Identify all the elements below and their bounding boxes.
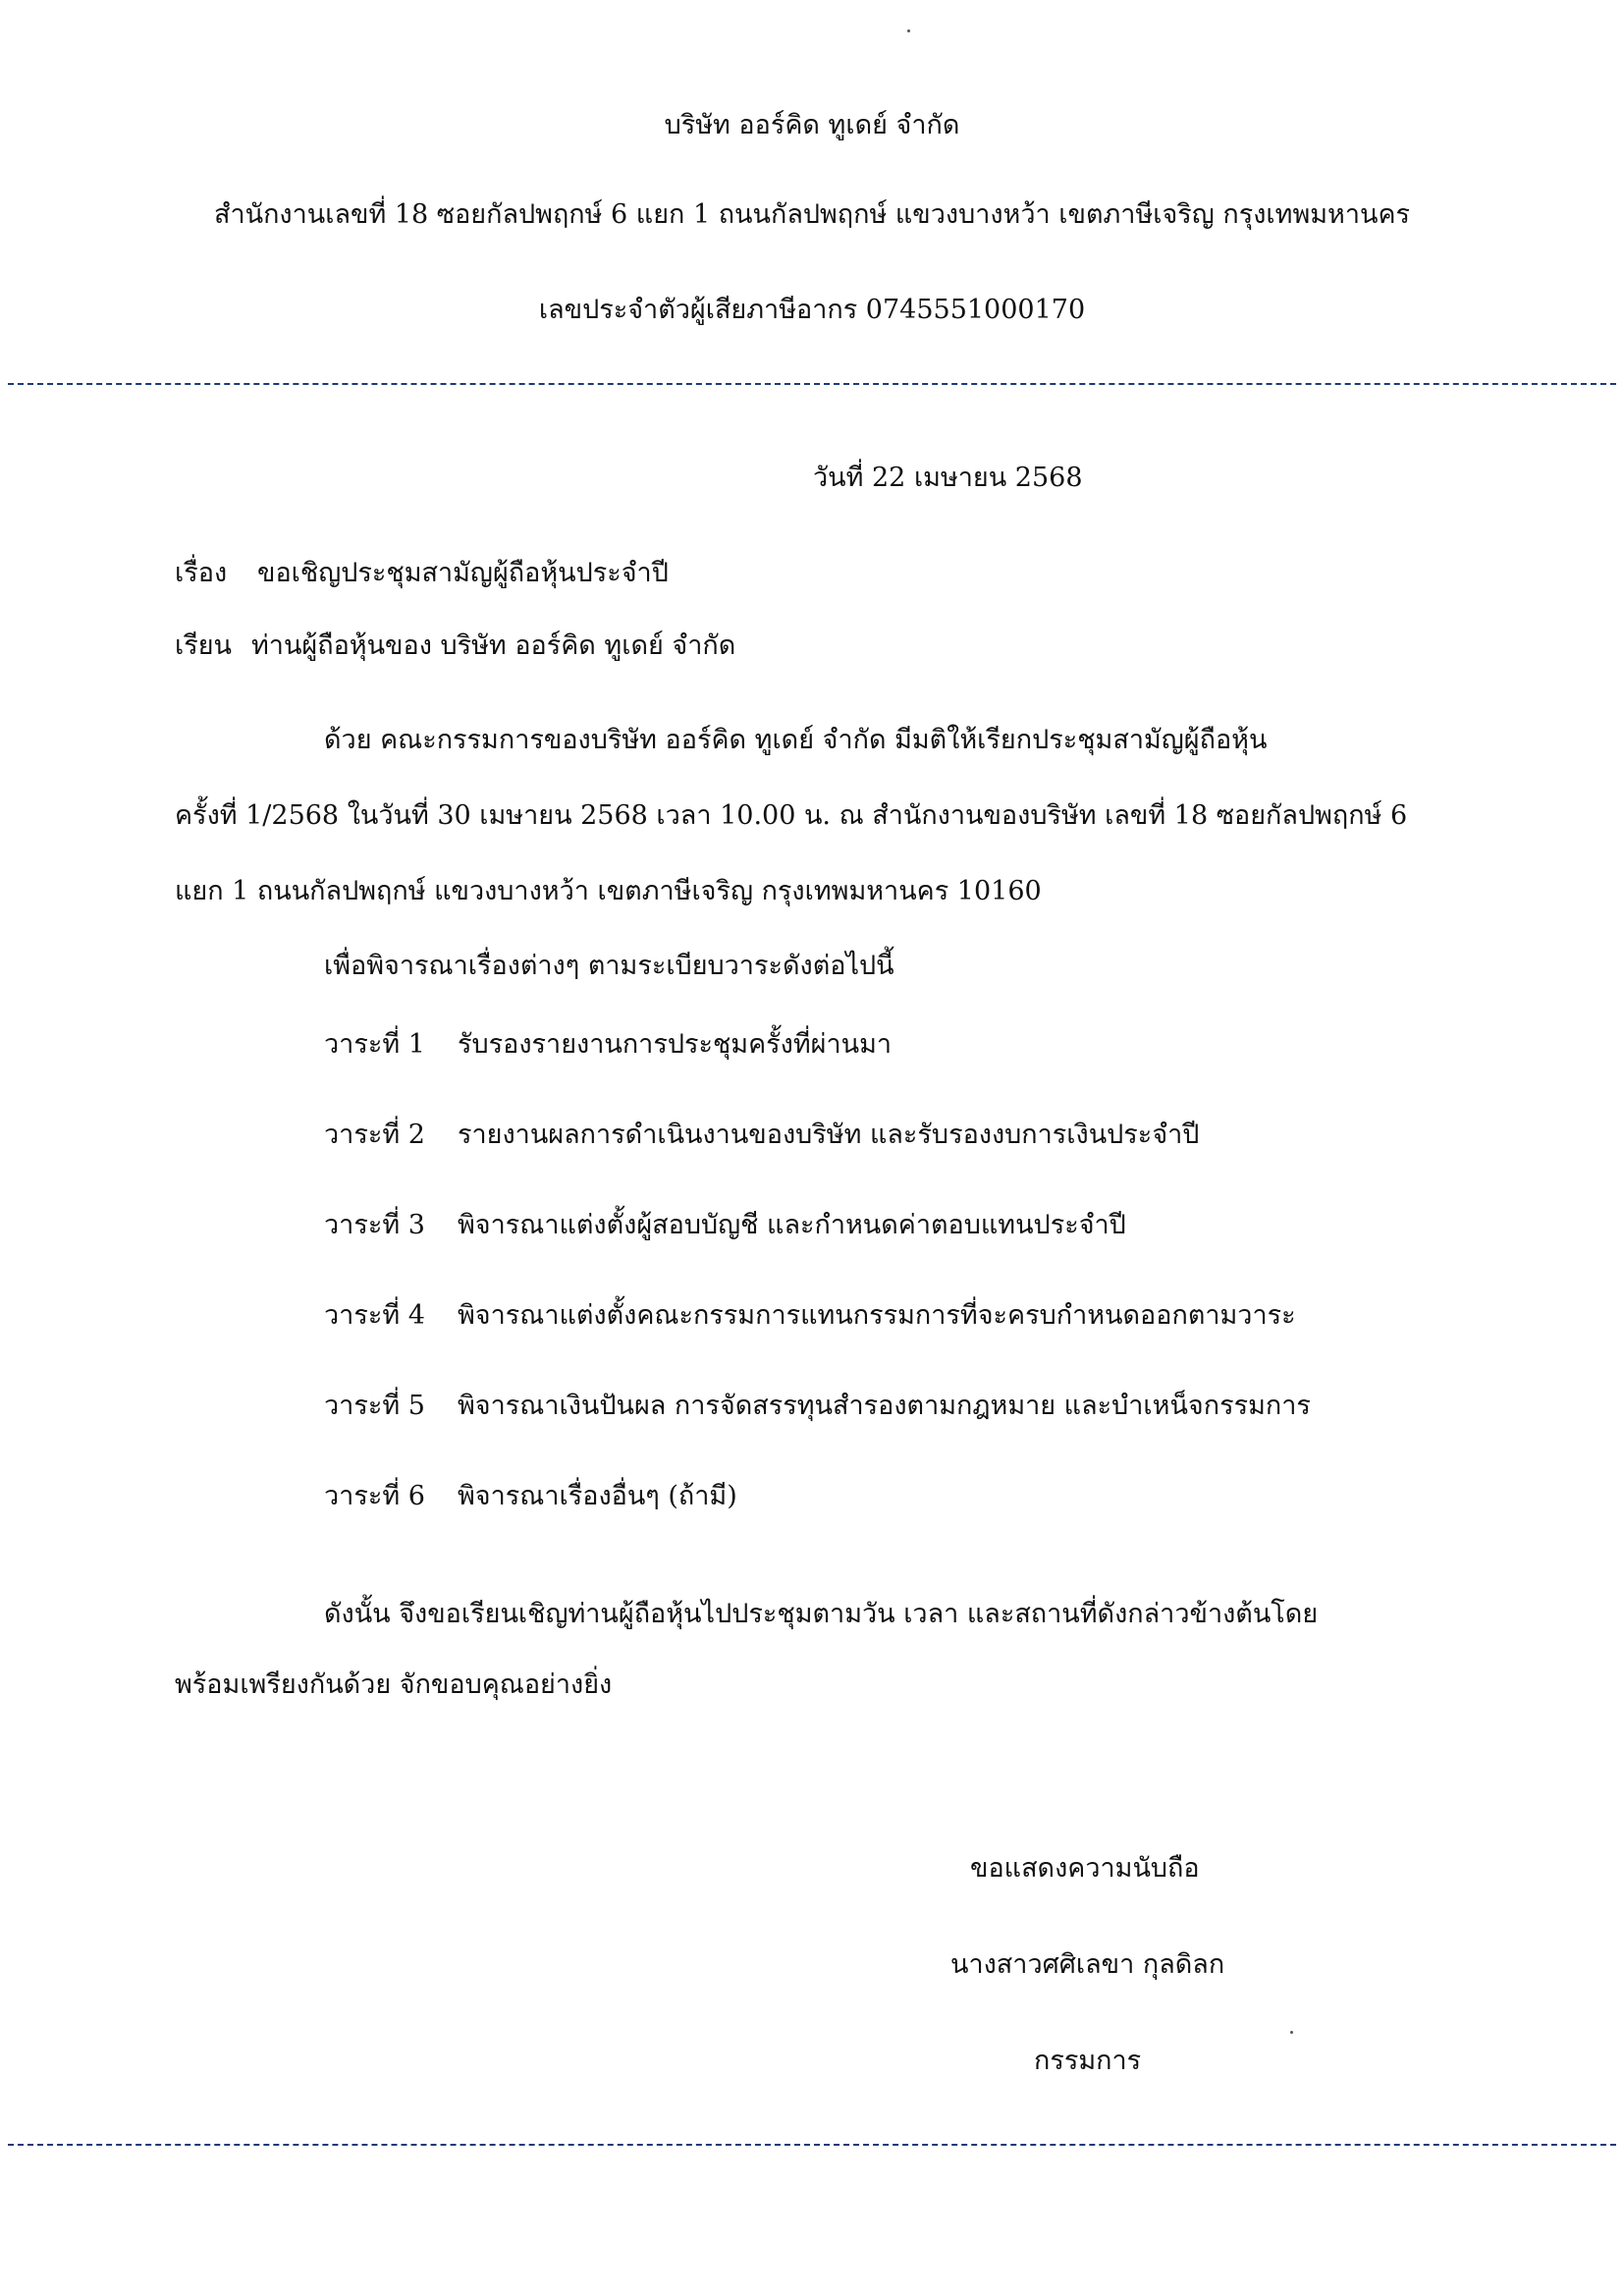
footer-divider [8, 2144, 1616, 2146]
company-name: บริษัท ออร์คิด ทูเดย์ จำกัด [664, 110, 960, 140]
agenda-text: รับรองรายงานการประชุมครั้งที่ผ่านมา [458, 1029, 893, 1060]
company-address: สำนักงานเลขที่ 18 ซอยกัลปพฤกษ์ 6 แยก 1 ถนนกัลปพฤกษ์ แขวงบางหว้า เขตภาษีเจริญ กรุงเทพมหานคร [213, 199, 1411, 230]
regards: ขอแสดงความนับถือ [970, 1853, 1200, 1884]
signatory-name: นางสาวศศิเลขา กุลดิลก [950, 1949, 1225, 1980]
scan-speck [907, 29, 910, 32]
agenda-number: วาระที่ 2 [324, 1120, 425, 1150]
agenda-text: พิจารณาแต่งตั้งคณะกรรมการแทนกรรมการที่จะครบกำหนดออกตามวาระ [458, 1300, 1296, 1331]
subject-label: เรื่อง [175, 558, 228, 588]
agenda-intro: เพื่อพิจารณาเรื่องต่างๆ ตามระเบียบวาระดังต่อไปนี้ [324, 951, 894, 981]
body-line-2: ครั้งที่ 1/2568 ในวันที่ 30 เมษายน 2568 เวลา 10.00 น. ณ สำนักงานของบริษัท เลขที่ 18 ซอยกัลปพฤกษ์ 6 [175, 800, 1408, 831]
subject-text: ขอเชิญประชุมสามัญผู้ถือหุ้นประจำปี [257, 558, 669, 588]
agenda-text: พิจารณาแต่งตั้งผู้สอบบัญชี และกำหนดค่าตอบแทนประจำปี [458, 1210, 1126, 1240]
agenda-text: รายงานผลการดำเนินงานของบริษัท และรับรองงบการเงินประจำปี [458, 1120, 1200, 1150]
agenda-number: วาระที่ 3 [324, 1210, 425, 1240]
agenda-text: พิจารณาเงินปันผล การจัดสรรทุนสำรองตามกฎหมาย และบำเหน็จกรรมการ [458, 1391, 1311, 1421]
signatory-title: กรรมการ [1034, 2046, 1142, 2076]
closing-line-2: พร้อมเพรียงกันด้วย จักขอบคุณอย่างยิ่ง [175, 1669, 613, 1700]
agenda-text: พิจารณาเรื่องอื่นๆ (ถ้ามี) [458, 1481, 737, 1511]
agenda-number: วาระที่ 1 [324, 1029, 425, 1060]
scan-speck [1290, 2031, 1293, 2034]
body-line-3: แยก 1 ถนนกัลปพฤกษ์ แขวงบางหว้า เขตภาษีเจริญ กรุงเทพมหานคร 10160 [175, 876, 1042, 906]
recipient-text: ท่านผู้ถือหุ้นของ บริษัท ออร์คิด ทูเดย์ จำกัด [251, 630, 736, 661]
letter-date: วันที่ 22 เมษายน 2568 [813, 463, 1083, 493]
agenda-number: วาระที่ 5 [324, 1391, 425, 1421]
tax-id: เลขประจำตัวผู้เสียภาษีอากร 0745551000170 [538, 295, 1086, 325]
agenda-number: วาระที่ 4 [324, 1300, 425, 1331]
closing-line-1: ดังนั้น จึงขอเรียนเชิญท่านผู้ถือหุ้นไปประชุมตามวัน เวลา และสถานที่ดังกล่าวข้างต้นโดย [324, 1599, 1319, 1629]
agenda-number: วาระที่ 6 [324, 1481, 425, 1511]
body-line-1: ด้วย คณะกรรมการของบริษัท ออร์คิด ทูเดย์ จำกัด มีมติให้เรียกประชุมสามัญผู้ถือหุ้น [324, 725, 1268, 755]
recipient-label: เรียน [175, 630, 233, 661]
header-divider [8, 383, 1616, 385]
